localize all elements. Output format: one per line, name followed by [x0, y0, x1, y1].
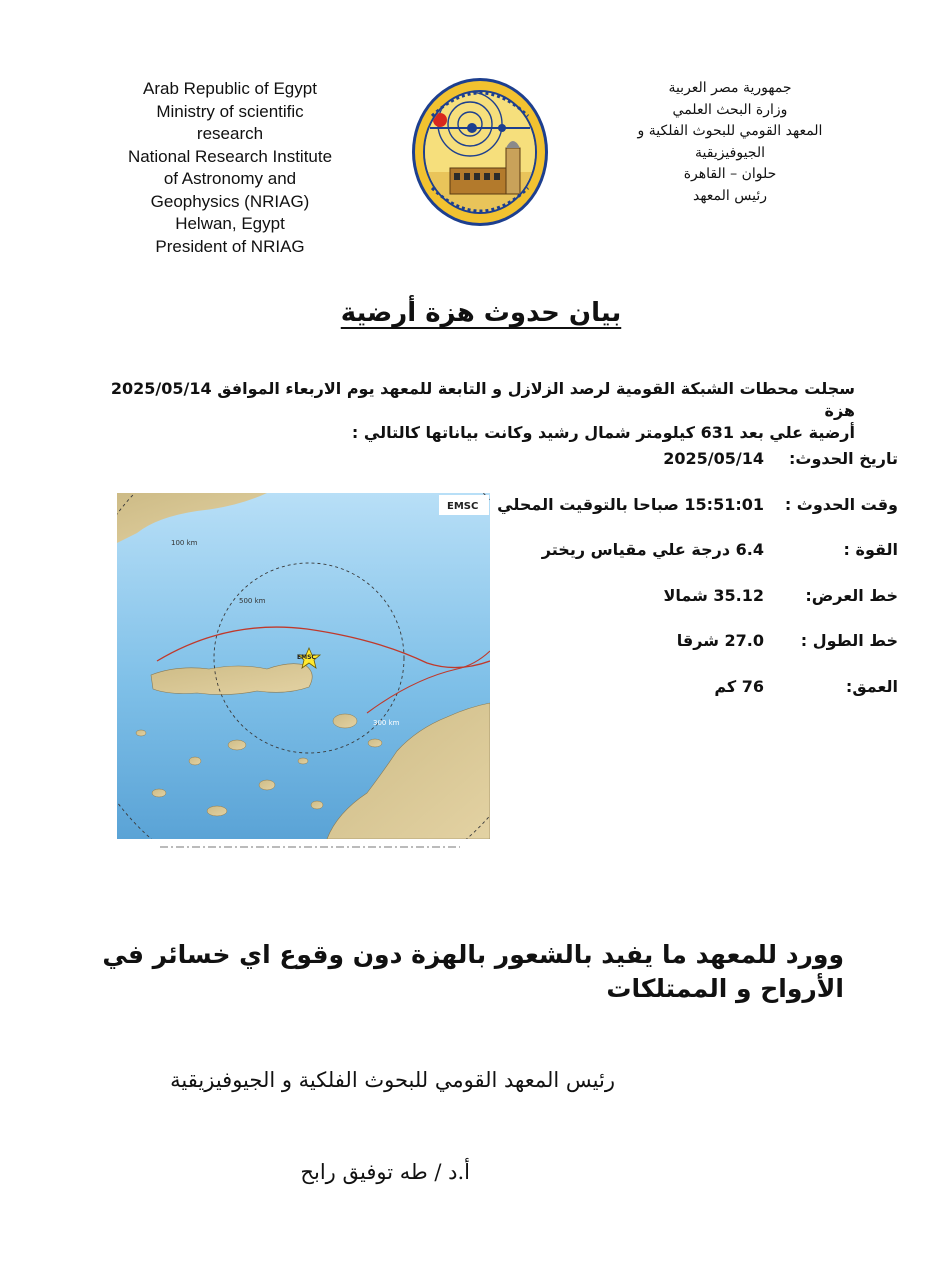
map-ring-label: 100 km	[171, 539, 198, 547]
intro-line: سجلت محطات الشبكة القومية لرصد الزلازل و التابعة للمعهد يوم الاربعاء الموافق 2025/05/14 هزة	[110, 379, 855, 420]
signature-name: أ.د / طه توفيق رابح	[300, 1160, 470, 1184]
detail-value-latitude: 35.12 شمالا	[663, 586, 764, 605]
header-english-line: National Research Institute	[127, 146, 333, 166]
intro-line: أرضية علي بعد 631 كيلومتر شمال رشيد وكانت بياناتها كالتالي :	[351, 423, 855, 442]
detail-label-date: تاريخ الحدوث:	[788, 449, 898, 468]
emsc-logo: EMSC	[447, 501, 479, 512]
detail-value-depth: 76 كم	[714, 677, 764, 696]
epicenter-label: EMSC	[297, 654, 316, 661]
header-english-line: research	[196, 124, 264, 143]
detail-label-latitude: خط العرض:	[805, 586, 898, 605]
header-arabic-line: جمهورية مصر العربية	[668, 80, 792, 96]
detail-label-longitude: خط الطول :	[800, 631, 898, 650]
detail-label-magnitude: القوة :	[843, 540, 898, 559]
document-title: بيان حدوث هزة أرضية	[340, 298, 622, 328]
signature-title: رئيس المعهد القومي للبحوث الفلكية و الجيوفيزيقية	[170, 1068, 615, 1092]
earthquake-map	[117, 493, 490, 839]
header-english-line: Ministry of scientific	[156, 101, 304, 121]
header-english-line: Arab Republic of Egypt	[143, 79, 317, 98]
header-arabic-line: وزارة البحث العلمي	[672, 101, 788, 118]
header-arabic-line: الجيوفيزيقية	[695, 144, 765, 161]
header-arabic-line: رئيس المعهد	[693, 187, 767, 204]
header-english-line: Geophysics (NRIAG)	[150, 191, 310, 211]
header-arabic-line: المعهد القومي للبحوث الفلكية و	[637, 123, 823, 139]
header-arabic-block	[600, 78, 860, 207]
map-caption-line	[160, 845, 460, 849]
detail-value-longitude: 27.0 شرقا	[676, 631, 764, 650]
nriag-logo	[410, 76, 550, 228]
header-english-line: President of NRIAG	[155, 236, 305, 256]
map-ring-label: 500 km	[239, 597, 266, 605]
detail-label-time: وقت الحدوث :	[784, 495, 898, 514]
detail-value-magnitude: 6.4 درجة علي مقياس ريختر	[541, 540, 764, 559]
header-english-line: Helwan, Egypt	[175, 214, 285, 233]
detail-value-date: 2025/05/14	[663, 449, 764, 468]
header-english-block	[110, 78, 350, 258]
notice-paragraph: وورد للمعهد ما يفيد بالشعور بالهزة دون وقوع اي خسائر في الأرواح و الممتلكات	[102, 940, 844, 1003]
map-ring-label: 300 km	[373, 719, 400, 727]
header-english-line: of Astronomy and	[163, 169, 297, 188]
detail-label-depth: العمق:	[845, 677, 898, 696]
intro-paragraph	[105, 378, 855, 444]
header-arabic-line: حلوان – القاهرة	[683, 166, 777, 182]
detail-value-time: 15:51:01 صباحا بالتوقيت المحلي	[497, 495, 764, 514]
